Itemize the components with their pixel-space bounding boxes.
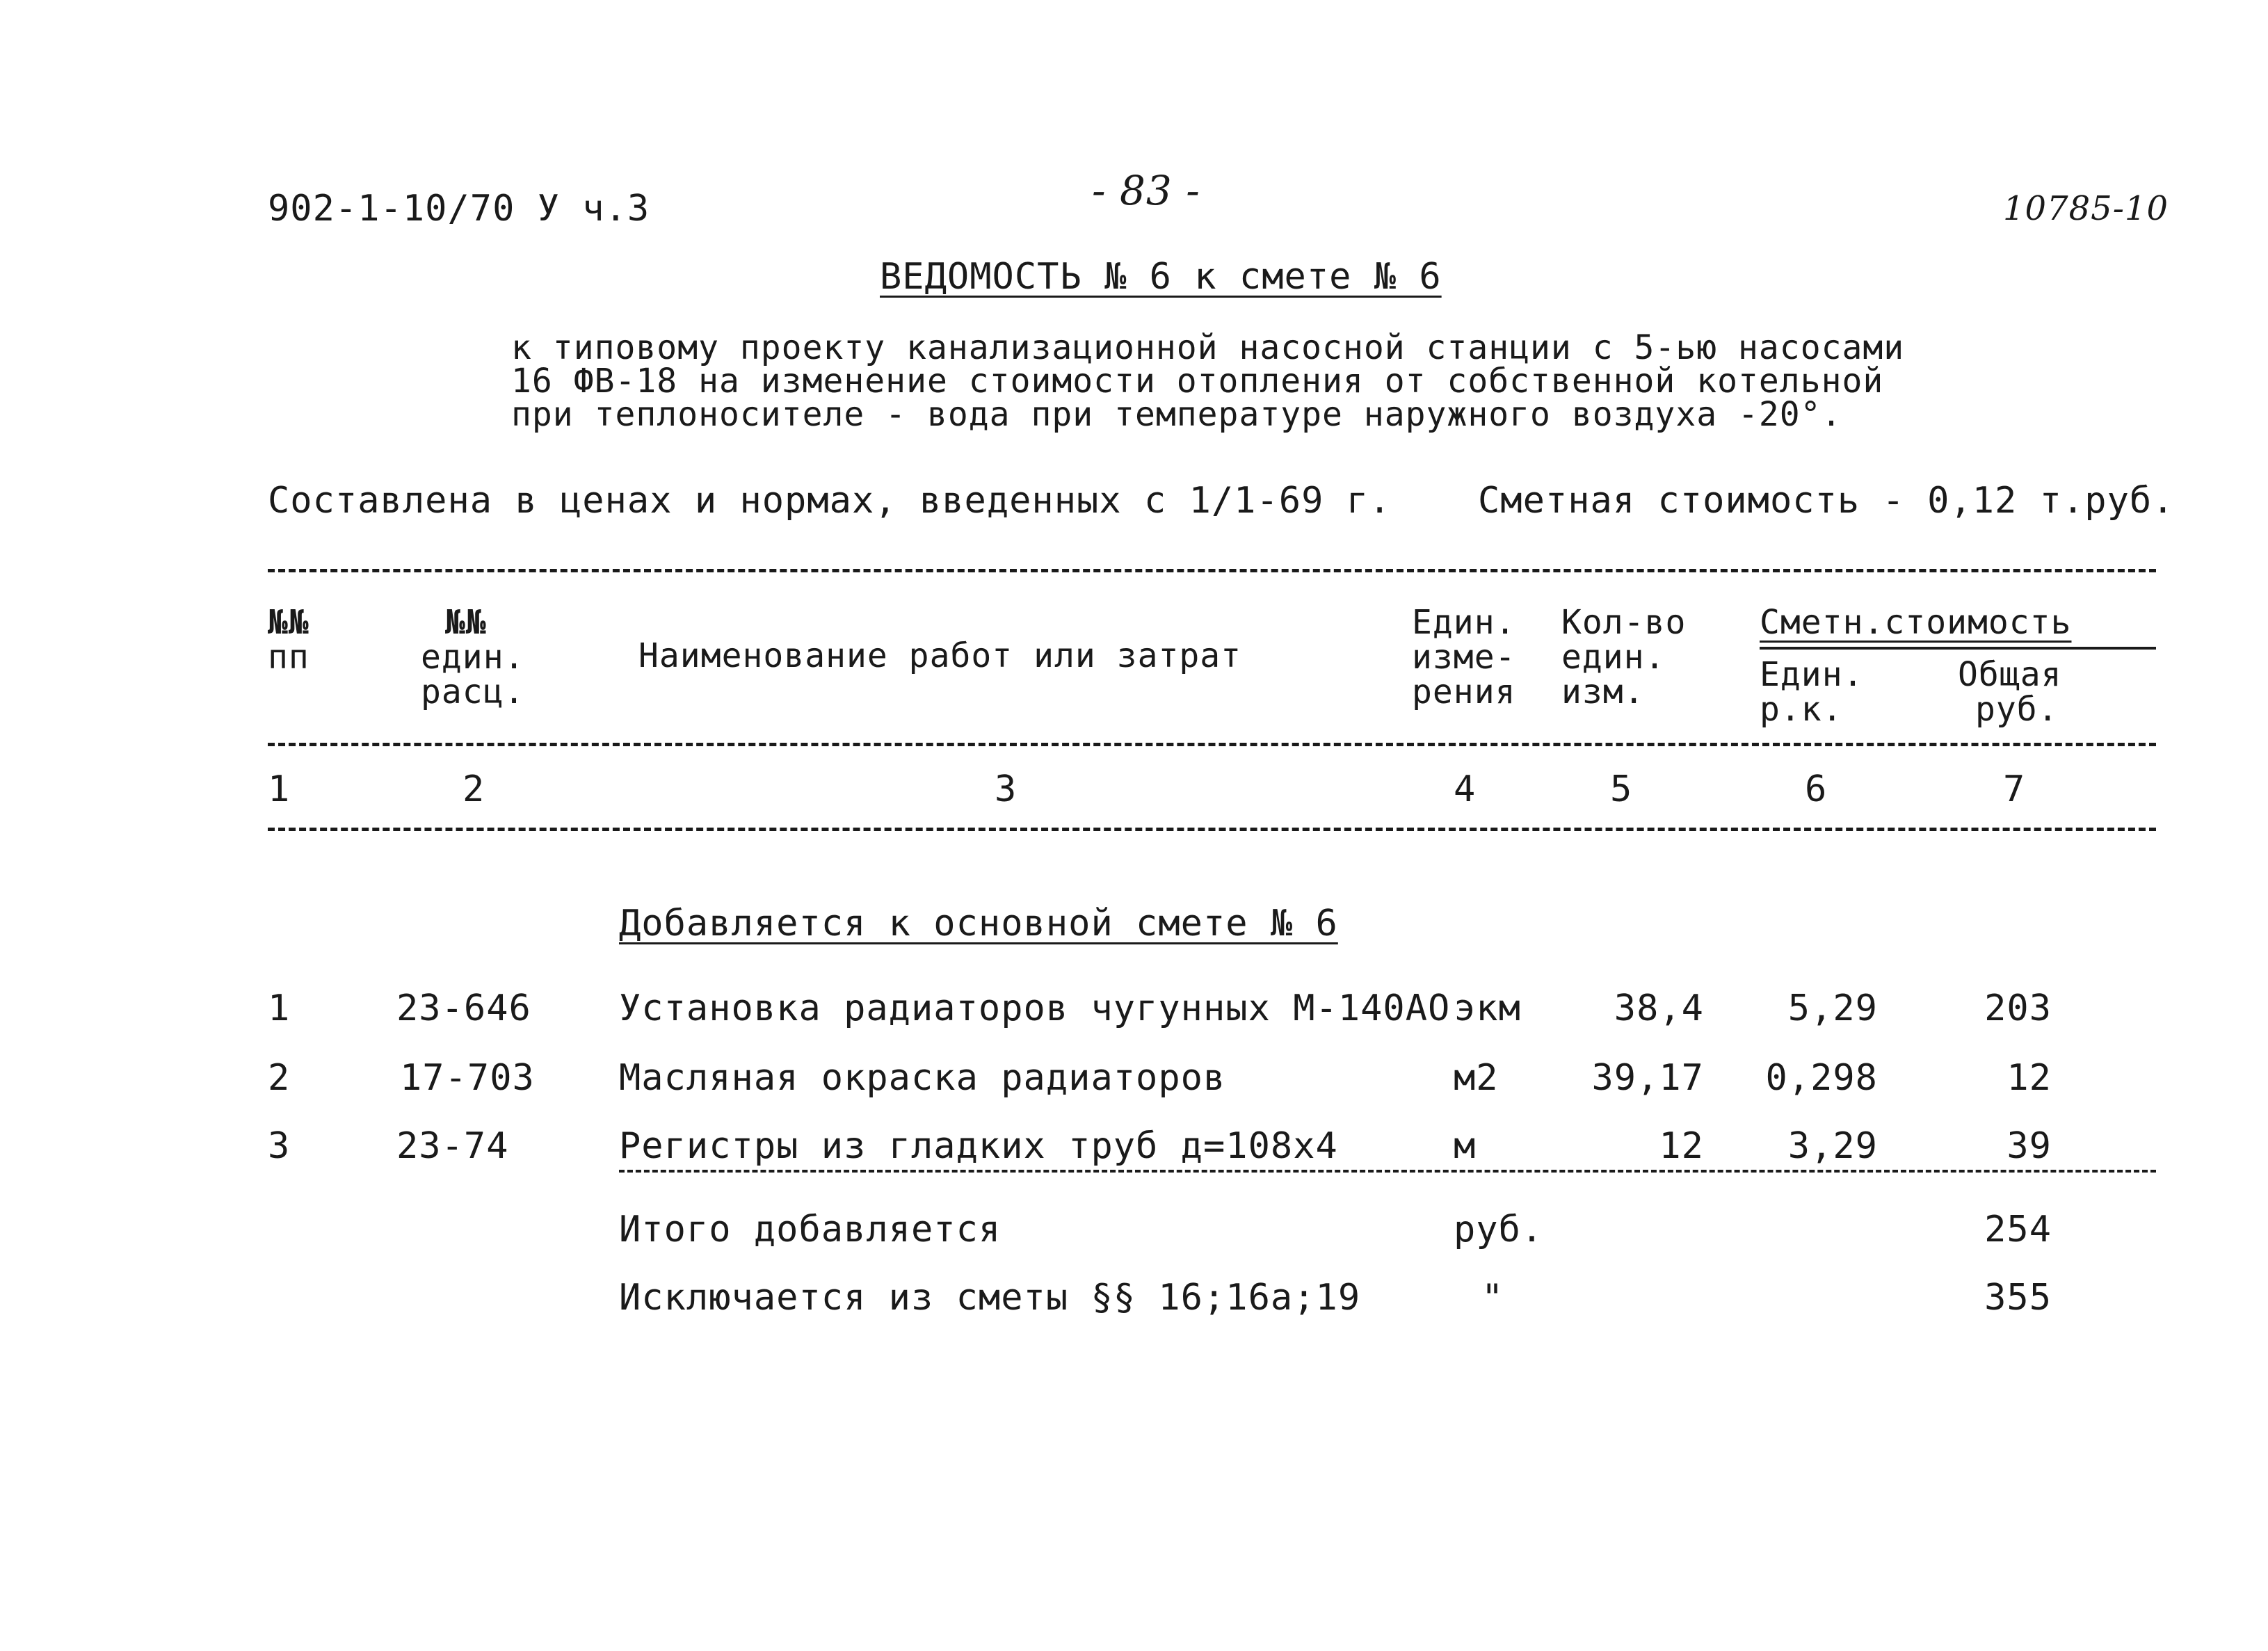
col4-header: рения: [1412, 673, 1516, 711]
rate-code: 17-703: [400, 1057, 535, 1099]
row-number: 3: [268, 1125, 291, 1167]
total-unit: руб.: [1454, 1209, 1544, 1250]
description-line: 16 ФВ-18 на изменение стоимости отопления от собственной котельной: [511, 362, 1884, 401]
table-top-rule: [268, 569, 2156, 572]
quantity: 12: [1659, 1125, 1704, 1167]
col3-header: Наименование работ или затрат: [638, 636, 1242, 675]
work-name: Масляная окраска радиаторов: [619, 1057, 1226, 1099]
col6-header: Един.: [1760, 655, 1864, 694]
unit: м: [1454, 1125, 1477, 1167]
header-bottom-rule: [268, 743, 2156, 746]
row-number: 2: [268, 1057, 291, 1099]
col2-header: №№: [445, 603, 487, 642]
column-number: 1: [268, 768, 291, 810]
total-cost: 203: [1984, 988, 2052, 1029]
row-underline-rule: [619, 1170, 2156, 1173]
col1-header: №№: [268, 603, 309, 642]
col6-header: р.к.: [1760, 690, 1843, 729]
col5-header: един.: [1561, 638, 1666, 677]
cost-group-header: Сметн.стоимость: [1760, 603, 2072, 642]
archive-number: 10785-10: [2003, 189, 2169, 228]
document-title: ВЕДОМОСТЬ № 6 к смете № 6: [880, 256, 1442, 298]
work-name: Регистры из гладких труб д=108х4: [619, 1125, 1338, 1167]
unit-price: 0,298: [1765, 1057, 1878, 1099]
total-value: 254: [1984, 1209, 2052, 1250]
column-numbers-rule: [268, 828, 2156, 831]
col1-header: пп: [268, 638, 309, 677]
column-number: 6: [1805, 768, 1828, 810]
prices-note: Составлена в ценах и нормах, введенных с 1/1-69 г.: [268, 480, 1392, 522]
quantity: 39,17: [1591, 1057, 1704, 1099]
column-number: 7: [2003, 768, 2026, 810]
col7-header: руб.: [1975, 690, 2059, 729]
col4-header: Един.: [1412, 603, 1516, 642]
col2-header: един.: [421, 638, 525, 677]
col5-header: Кол-во: [1561, 603, 1687, 642]
total-label: Итого добавляется: [619, 1209, 1002, 1250]
column-number: 2: [463, 768, 485, 810]
total-unit: ": [1481, 1277, 1504, 1319]
total-cost: 12: [2006, 1057, 2052, 1099]
estimate-cost: Сметная стоимость - 0,12 т.руб.: [1478, 480, 2175, 522]
column-number: 4: [1454, 768, 1477, 810]
cost-group-rule: [1760, 647, 2156, 650]
total-label: Исключается из сметы §§ 16;16а;19: [619, 1277, 1361, 1319]
description-line: при теплоносителе - вода при температуре наружного воздуха -20°.: [511, 395, 1842, 434]
document-code: 902-1-10/70 У ч.3: [268, 188, 650, 229]
unit: м2: [1454, 1057, 1499, 1099]
unit: экм: [1454, 988, 1521, 1029]
column-number: 5: [1610, 768, 1633, 810]
work-name: Установка радиаторов чугунных М-140АО: [619, 988, 1451, 1029]
col7-header: Общая: [1958, 655, 2062, 694]
unit-price: 3,29: [1787, 1125, 1878, 1167]
unit-price: 5,29: [1787, 988, 1878, 1029]
description-line: к типовому проекту канализационной насосной станции с 5-ью насосами: [511, 328, 1905, 367]
col2-header: расц.: [421, 673, 525, 711]
section-title: Добавляется к основной смете № 6: [619, 903, 1338, 944]
rate-code: 23-74: [396, 1125, 509, 1167]
column-number: 3: [995, 768, 1018, 810]
col4-header: изме-: [1412, 638, 1516, 677]
page-number: - 83 -: [1092, 167, 1200, 214]
row-number: 1: [268, 988, 291, 1029]
rate-code: 23-646: [396, 988, 531, 1029]
quantity: 38,4: [1614, 988, 1704, 1029]
total-value: 355: [1984, 1277, 2052, 1319]
total-cost: 39: [2006, 1125, 2052, 1167]
col5-header: изм.: [1561, 673, 1645, 711]
